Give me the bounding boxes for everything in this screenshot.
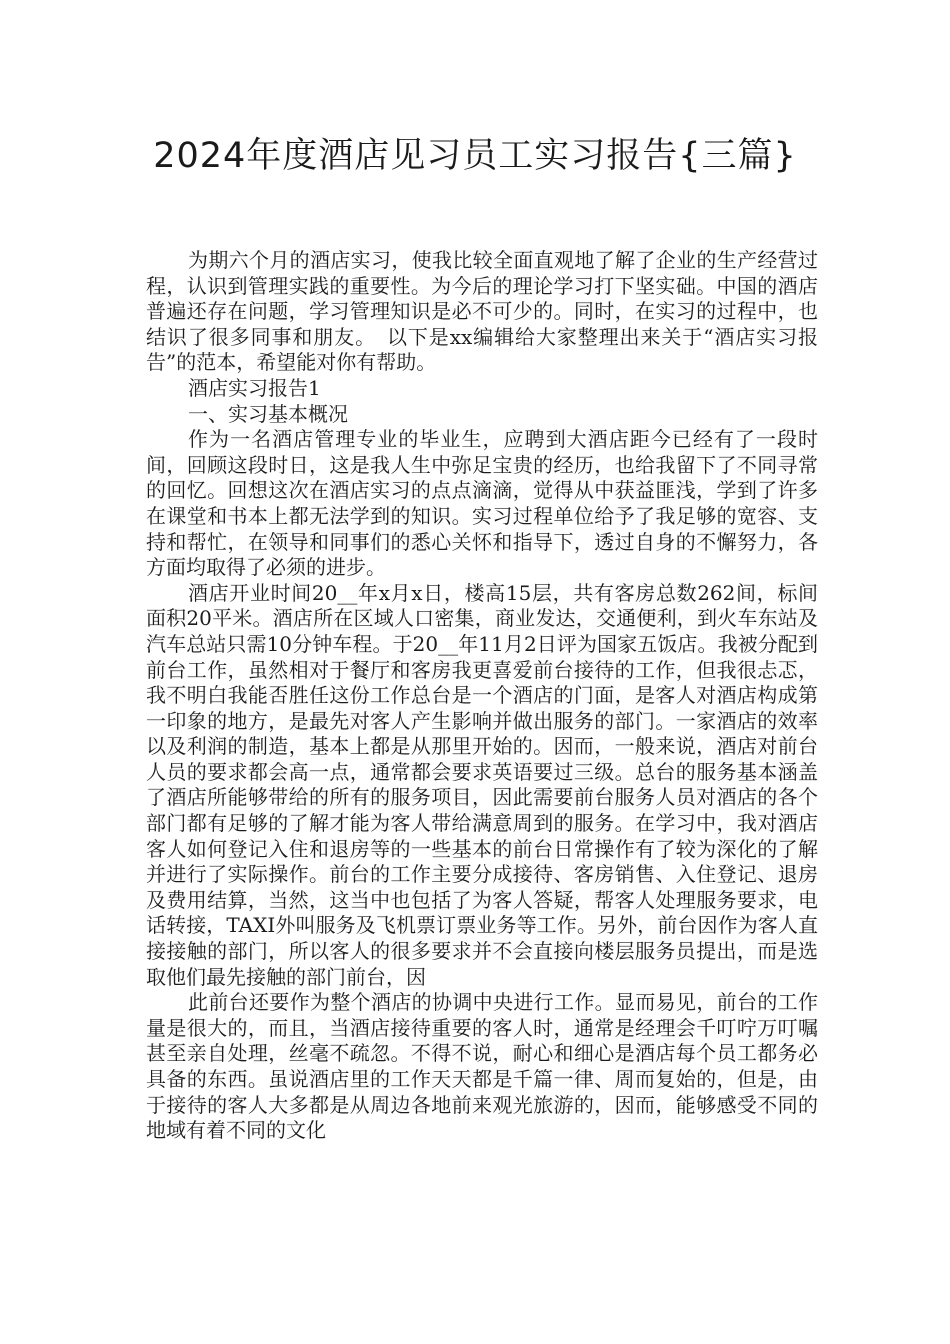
document-body [146,248,818,1144]
body-paragraph: 此前台还要作为整个酒店的协调中央进行工作。显而易见，前台的工作量是很大的，而且，当酒店接待重要的客人时，通常是经理会千叮咛万叮嘱甚至亲自处理，丝毫不疏忽。不得不说，耐心和细心是酒店每个员工都务必具备的东西。虽说酒店里的工作天天都是千篇一律、周而复始的，但是，由于接待的客人大多都是从周边各地前来观光旅游的，因而，能够感受不同的地域有着不同的文化 [146,990,818,1143]
body-paragraph: 作为一名酒店管理专业的毕业生，应聘到大酒店距今已经有了一段时间，回顾这段时日，这是我人生中弥足宝贵的经历，也给我留下了不同寻常的回忆。回想这次在酒店实习的点点滴滴，觉得从中获益匪浅，学到了许多在课堂和书本上都无法学到的知识。实习过程单位给予了我足够的宽容、支持和帮忙，在领导和同事们的悉心关怀和指导下，透过自身的不懈努力，各方面均取得了必须的进步。 [146,427,818,580]
report-heading: 酒店实习报告1 [188,375,321,400]
section-heading: 一、实习基本概况 [188,401,348,426]
document-title: 2024年度酒店见习员工实习报告{三篇} [153,136,797,176]
body-paragraph: 酒店开业时间20__年x月x日，楼高15层，共有客房总数262间，标间面积20平米。酒店所在区域人口密集，商业发达，交通便利，到火车东站及汽车总站只需10分钟车程。于20__年11月2日评为国家五饭店。我被分配到前台工作，虽然相对于餐厅和客房我更喜爱前台接待的工作，但我很忐忑，我不明白我能否胜任这份工作总台是一个酒店的门面，是客人对酒店构成第一印象的地方，是最先对客人产生影响并做出服务的部门。一家酒店的效率以及利润的制造，基本上都是从那里开始的。因而，一般来说，酒店对前台人员的要求都会高一点，通常都会要求英语要过三级。总台的服务基本涵盖了酒店所能够带给的所有的服务项目，因此需要前台服务人员对酒店的各个部门都有足够的了解才能为客人带给满意周到的服务。在学习中，我对酒店客人如何登记入住和退房等的一些基本的前台日常操作有了较为深化的了解并进行了实际操作。前台的工作主要分成接待、客房销售、入住登记、退房及费用结算，当然，这当中也包括了为客人答疑，帮客人处理服务要求，电话转接，TAXI外叫服务及飞机票订票业务等工作。另外，前台因作为客人直接接触的部门，所以客人的很多要求并不会直接向楼层服务员提出，而是选取他们最先接触的部门前台，因 [146,580,818,989]
intro-paragraph: 为期六个月的酒店实习，使我比较全面直观地了解了企业的生产经营过程，认识到管理实践的重要性。为今后的理论学习打下坚实础。中国的酒店普遍还存在问题，学习管理知识是必不可少的。同时，在实习的过程中，也结识了很多同事和朋友。 以下是xx编辑给大家整理出来关于“酒店实习报告”的范本，希望能对你有帮助。 [146,248,818,375]
